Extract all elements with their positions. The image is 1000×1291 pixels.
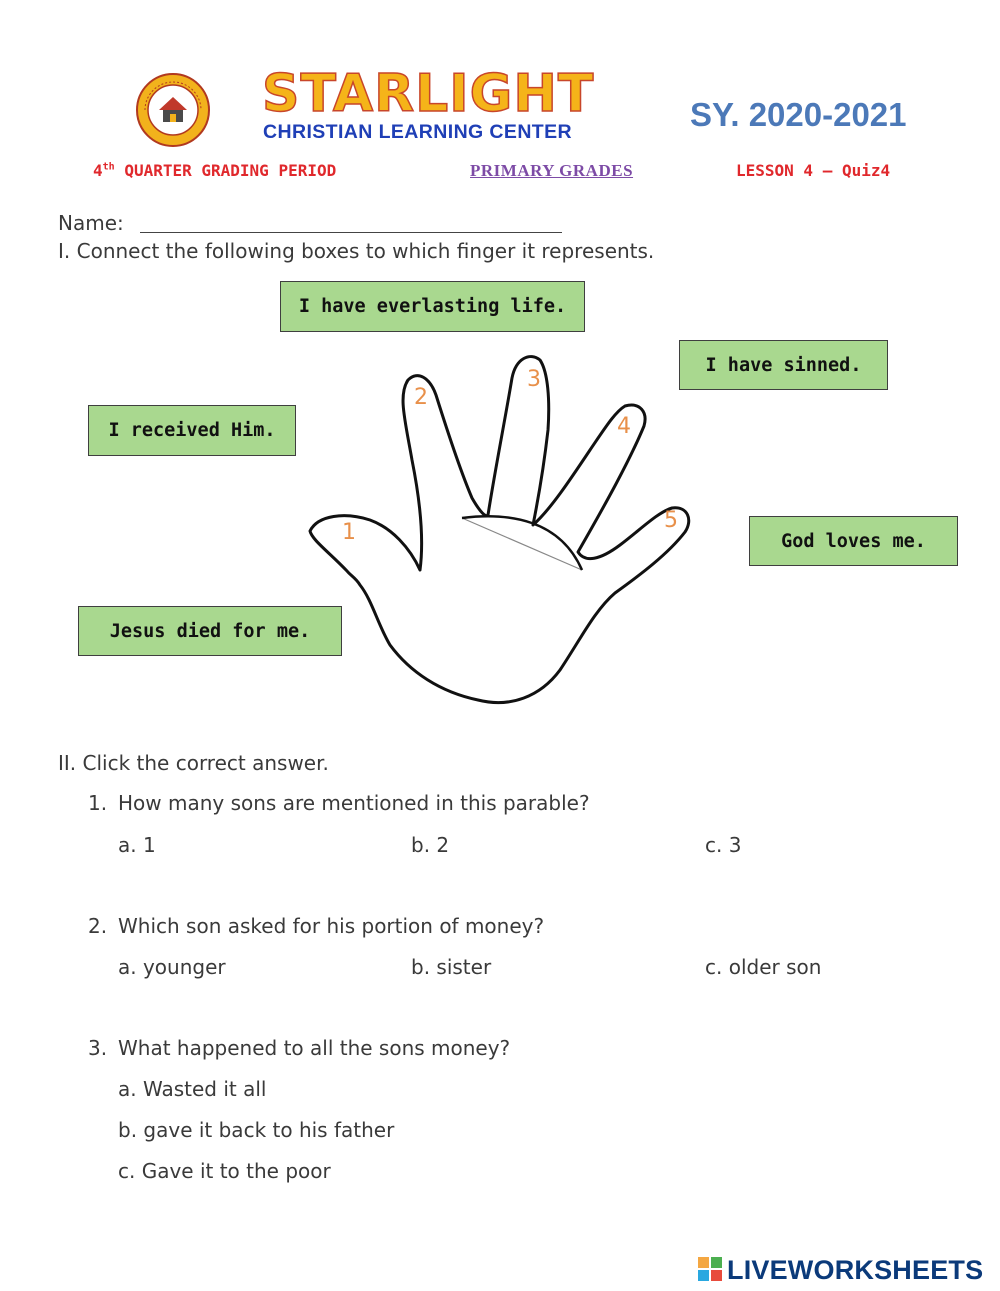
answer-box-jesus[interactable]: Jesus died for me. (78, 606, 342, 656)
brand-subtitle: CHRISTIAN LEARNING CENTER (263, 121, 573, 143)
hand-outline-icon (300, 345, 700, 710)
quarter-label (93, 161, 336, 180)
question-2-option-b[interactable]: b. sister (411, 955, 492, 979)
question-1-text: How many sons are mentioned in this parable? (118, 791, 590, 815)
question-2-option-c[interactable]: c. older son (705, 955, 822, 979)
answer-box-everlasting[interactable]: I have everlasting life. (280, 281, 585, 332)
quarter-rest: QUARTER GRADING PERIOD (114, 161, 337, 180)
question-3-option-c[interactable]: c. Gave it to the poor (118, 1159, 331, 1183)
finger-number-2: 2 (414, 385, 428, 410)
quarter-suffix: th (102, 161, 115, 173)
answer-box-sinned[interactable]: I have sinned. (679, 340, 888, 390)
quarter-ordinal: 4 (93, 161, 103, 180)
question-2-number: 2. (88, 914, 108, 938)
question-1-option-c[interactable]: c. 3 (705, 833, 742, 857)
liveworksheets-logo-icon (697, 1256, 723, 1286)
section-1-instruction: I. Connect the following boxes to which finger it represents. (58, 239, 655, 263)
section-2-instruction: II. Click the correct answer. (58, 751, 329, 775)
answer-box-god-loves[interactable]: God loves me. (749, 516, 958, 566)
grades-label: PRIMARY GRADES (470, 161, 634, 180)
brand-title: STARLIGHT (262, 64, 595, 124)
question-1-option-b[interactable]: b. 2 (411, 833, 450, 857)
question-1-option-a[interactable]: a. 1 (118, 833, 156, 857)
finger-number-3: 3 (527, 367, 541, 392)
answer-box-received[interactable]: I received Him. (88, 405, 296, 456)
footer-brand-text: LIVEWORKSHEETS (727, 1255, 984, 1285)
name-label: Name: (58, 211, 124, 235)
question-3-option-b[interactable]: b. gave it back to his father (118, 1118, 395, 1142)
school-seal-icon (135, 72, 211, 148)
lesson-label: LESSON 4 – Quiz4 (736, 161, 891, 180)
name-input-line[interactable] (140, 232, 562, 233)
question-3-number: 3. (88, 1036, 108, 1060)
question-3-option-a[interactable]: a. Wasted it all (118, 1077, 267, 1101)
school-year: SY. 2020-2021 (690, 96, 907, 133)
finger-number-5: 5 (664, 508, 678, 533)
question-2-text: Which son asked for his portion of money? (118, 914, 545, 938)
finger-number-4: 4 (617, 414, 631, 439)
question-3-text: What happened to all the sons money? (118, 1036, 511, 1060)
question-1-number: 1. (88, 791, 108, 815)
question-2-option-a[interactable]: a. younger (118, 955, 226, 979)
finger-number-1: 1 (342, 520, 356, 545)
footer-brand[interactable] (697, 1255, 983, 1286)
